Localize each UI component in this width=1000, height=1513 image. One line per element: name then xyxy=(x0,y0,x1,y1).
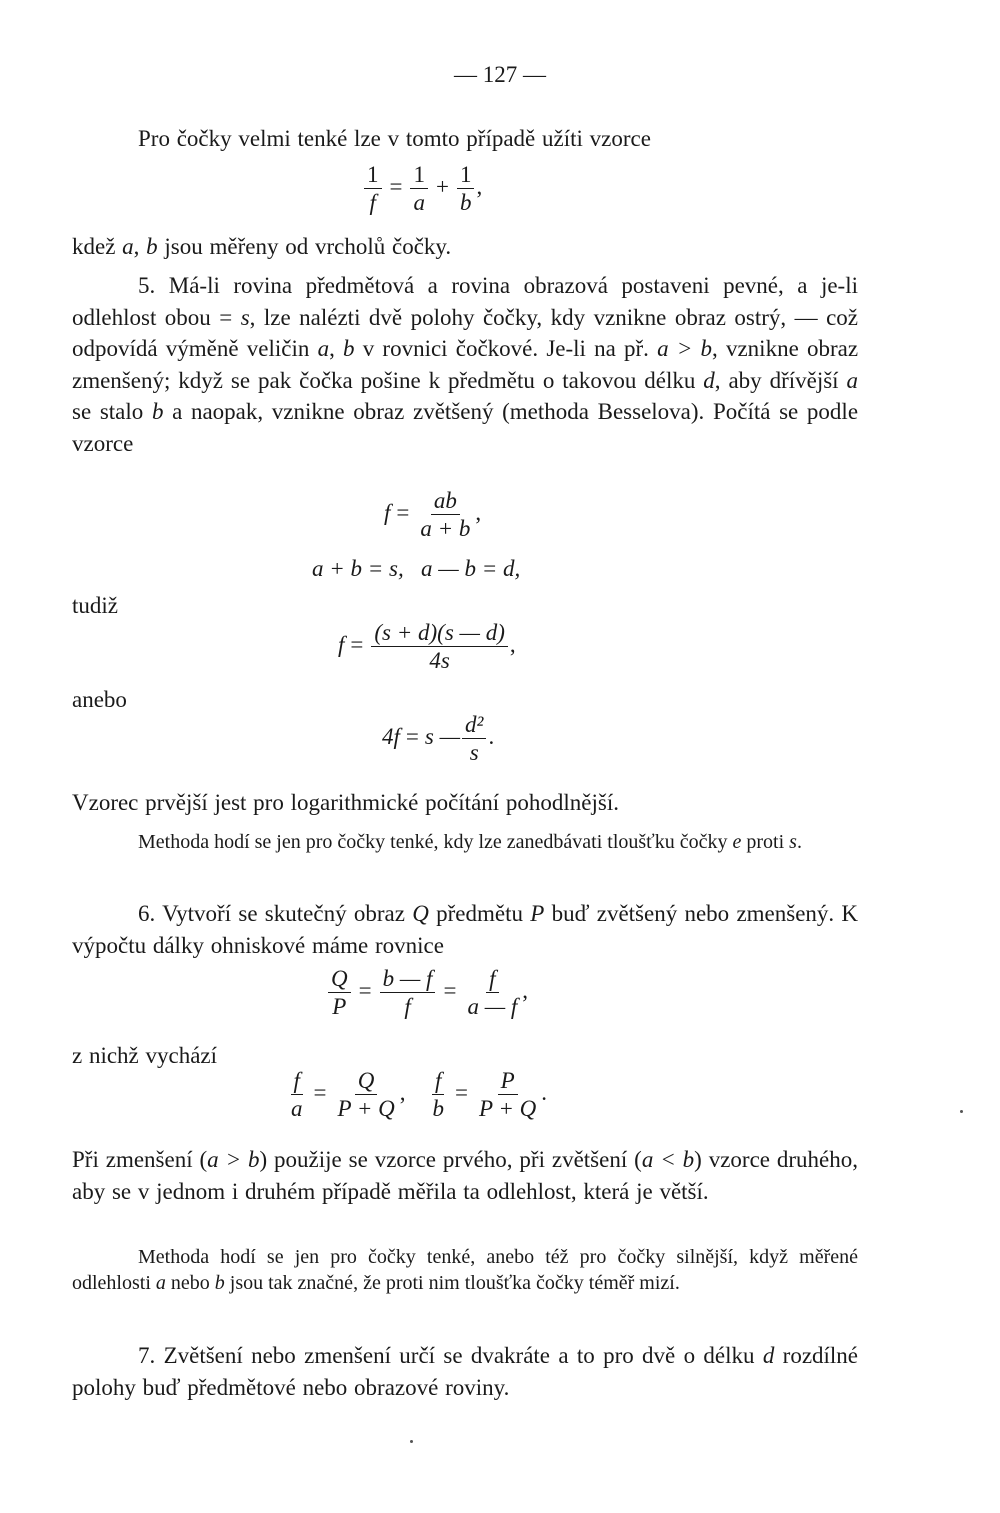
equation-4f: 4f = s — $\frac{\text{d²}}{s}$ . xyxy=(382,712,495,766)
equation-magnification: $\frac{Q}{P}$ = $\frac{b — f}{f}$ = $\frac{f}{a — f}$ , xyxy=(326,966,528,1020)
note-thin-lens: Methoda hodí se jen pro čočky tenké, kdy lze zanedbávati tloušťku čočky e proti s. xyxy=(138,831,802,853)
anebo-text: anebo xyxy=(72,687,127,712)
fraction: $\frac{Q}{P}$ xyxy=(328,966,351,1020)
tudiz-text: tudiž xyxy=(72,593,118,618)
fraction: $\frac{f}{a}$ xyxy=(291,1068,303,1122)
fraction: $\frac{\text{d²}}{s}$ xyxy=(462,712,486,766)
equation-focal-sd: f = $\frac{(s + d)(s — d)}{4s}$ , xyxy=(338,620,516,674)
z-nichz-text: z nichž vychází xyxy=(72,1043,218,1068)
fraction: $\frac{(s + d)(s — d)}{4s}$ xyxy=(371,620,508,674)
section-6-paragraph: 6. Vytvoří se skutečný obraz Q předmětu P buď zvětšený nebo zmenšený. K výpočtu dálky ohniskové máme rovnice xyxy=(72,901,859,958)
equation-ratios: $\frac{f}{a}$ = $\frac{Q}{P + Q}$ , $\frac{f}{b}$ = $\frac{P}{P + Q}$ . xyxy=(286,1068,547,1122)
equation-focal-ab: f = $\frac{ab}{a + b}$ , xyxy=(384,488,482,542)
equation-sum-difference: a + b = s, a — b = d, xyxy=(312,556,521,581)
section-7-paragraph: 7. Zvětšení nebo zmenšení určí se dvakráte a to pro dvě o délku d rozdílné polohy buď předmětové nebo obrazové roviny. xyxy=(72,1343,859,1400)
fraction: $\frac{1}{a}$ xyxy=(410,162,428,216)
fraction: $\frac{1}{b}$ xyxy=(457,162,475,216)
vzorec-text: Vzorec prvější jest pro logarithmické počítání pohodlnější. xyxy=(72,790,619,815)
reduction-paragraph: Při zmenšení (a > b) použije se vzorce prvého, při zvětšení (a < b) vzorce druhého, aby se v jednom i druhém případě měřila ta odlehlost, která je větší. xyxy=(72,1147,859,1204)
intro-text: Pro čočky velmi tenké lze v tomto případě užíti vzorce xyxy=(138,126,651,151)
equation-lens-formula: $\frac{1}{f}$ = $\frac{1}{a}$ + $\frac{1}{b}$ , xyxy=(362,162,482,216)
print-speck xyxy=(960,1110,963,1113)
fraction: $\frac{f}{a — f}$ xyxy=(467,966,518,1020)
fraction: $\frac{f}{b}$ xyxy=(432,1068,444,1122)
note-thick-lens: Methoda hodí se jen pro čočky tenké, anebo též pro čočky silnější, když měřené odlehlosti a nebo b jsou tak značné, že proti nim tloušťka čočky téměř mizí. xyxy=(72,1246,858,1294)
where-text: kdež a, b jsou měřeny od vrcholů čočky. xyxy=(72,234,452,259)
fraction: $\frac{ab}{a + b}$ xyxy=(420,488,471,542)
fraction: $\frac{Q}{P + Q}$ xyxy=(337,1068,395,1122)
section-5-paragraph: 5. Má-li rovina předmětová a rovina obrazová postaveni pevné, a je-li odlehlost obou = s, lze nalézti dvě polohy čočky, kdy vznikne obraz ostrý, — což odpovídá výměně veličin a, b v rovnici čočkové. Je-li na př. a > b, vznikne obraz zmenšený; když se pak čočka pošine k předmětu o takovou délku d, aby dřívější a se stalo b a naopak, vznikne obraz zvětšený (methoda Besselova). Počítá se podle vzorce xyxy=(72,273,859,456)
print-speck xyxy=(410,1440,413,1443)
page-number: — 127 — xyxy=(454,62,546,87)
fraction: $\frac{P}{P + Q}$ xyxy=(478,1068,537,1122)
fraction: $\frac{1}{f}$ xyxy=(364,162,382,216)
fraction: $\frac{b — f}{f}$ xyxy=(380,966,436,1020)
